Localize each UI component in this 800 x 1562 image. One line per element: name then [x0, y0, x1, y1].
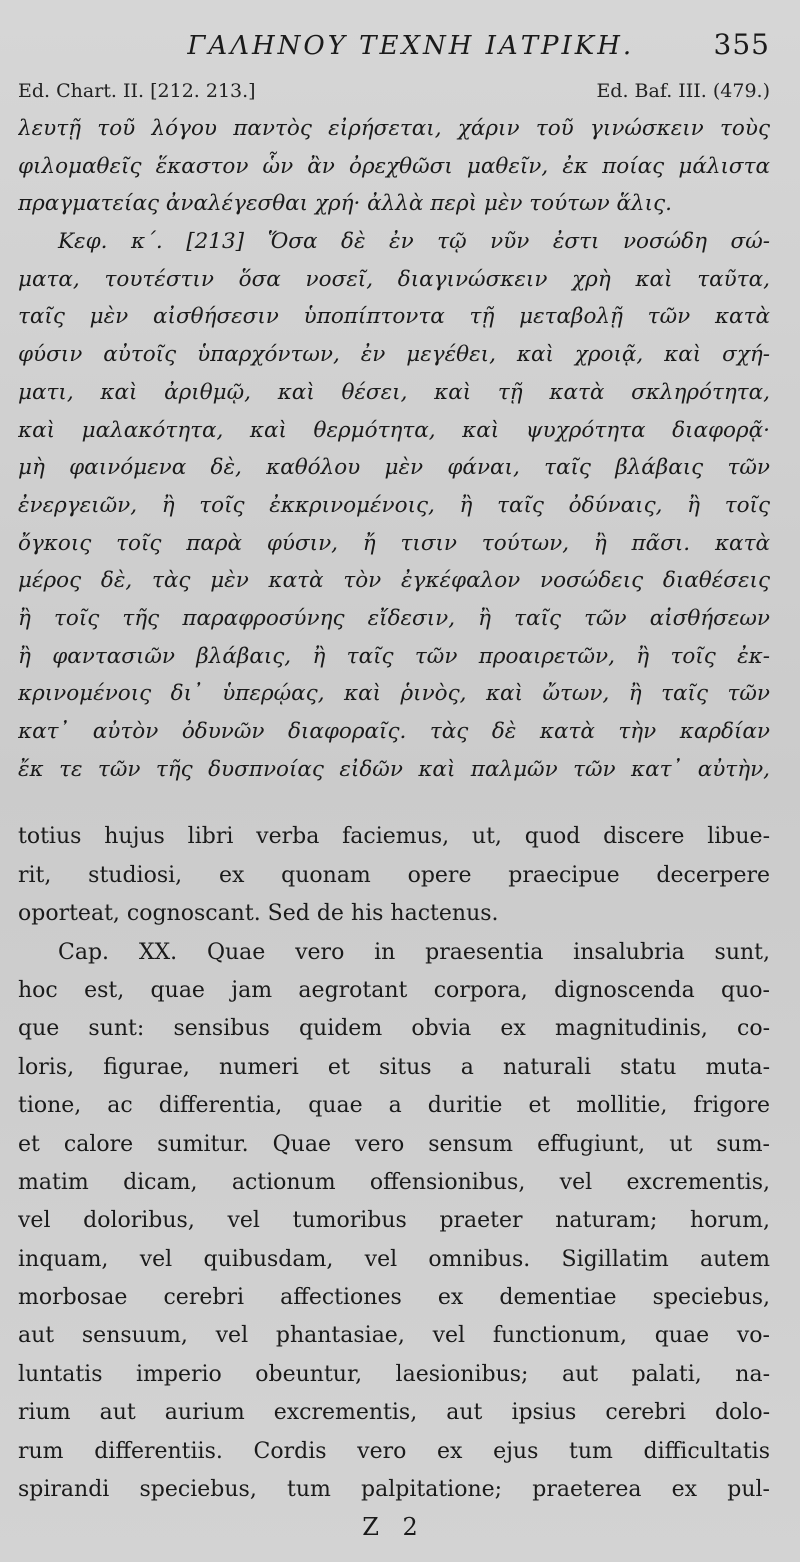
latin-line: totius hujus libri verba faciemus, ut, quod discere libue- — [18, 824, 770, 850]
greek-line: μέρος δὲ, τὰς μὲν κατὰ τὸν ἐγκέφαλον νοσώδεις διαθέσεις — [18, 568, 770, 594]
greek-line: μὴ φαινόμενα δὲ, καθόλου μὲν φάναι, ταῖς βλάβαις τῶν — [18, 455, 770, 481]
edition-references — [18, 74, 770, 108]
greek-line: λευτῇ τοῦ λόγου παντὸς εἰρήσεται, χάριν τοῦ γινώσκειν τοὺς — [18, 116, 770, 141]
latin-text-block — [18, 818, 770, 1509]
latin-line: rit, studiosi, ex quonam opere praecipue decerpere — [18, 862, 770, 888]
latin-line: oporteat, cognoscant. Sed de his hactenus. — [18, 901, 499, 927]
latin-line: Cap. XX. Quae vero in praesentia insalubria sunt, — [58, 939, 770, 965]
latin-line: luntatis imperio obeuntur, laesionibus; aut palati, na- — [18, 1361, 770, 1387]
signature-mark: Z 2 — [362, 1513, 426, 1542]
greek-line: φύσιν αὐτοῖς ὑπαρχόντων, ἐν μεγέθει, καὶ χροιᾷ, καὶ σχή- — [18, 342, 770, 368]
edition-bas-ref: Ed. Baf. III. (479.) — [596, 80, 770, 102]
page-number: 355 — [713, 28, 770, 61]
latin-line: tione, ac differentia, quae a duritie et mollitie, frigore — [18, 1093, 770, 1119]
latin-line: et calore sumitur. Quae vero sensum effugiunt, ut sum- — [18, 1131, 770, 1157]
greek-line: Κεφ. κ΄. [213] Ὅσα δὲ ἐν τῷ νῦν ἐστι νοσώδη σώ- — [58, 229, 770, 255]
greek-text-block — [18, 110, 770, 788]
greek-line: ματι, καὶ ἀριθμῷ, καὶ θέσει, καὶ τῇ κατὰ σκληρότητα, — [18, 379, 770, 405]
greek-line: φιλομαθεῖς ἕκαστον ὧν ἂν ὀρεχθῶσι μαθεῖν, ἐκ ποίας μάλιστα — [18, 153, 770, 179]
greek-line: καὶ μαλακότητα, καὶ θερμότητα, καὶ ψυχρότητα διαφορᾷ· — [18, 417, 770, 443]
latin-line: morbosae cerebri affectiones ex dementiae speciebus, — [18, 1285, 770, 1311]
greek-line: κρινομένοις δι᾽ ὑπερῴας, καὶ ῥινὸς, καὶ ὤτων, ἢ ταῖς τῶν — [18, 681, 770, 707]
running-title: ΓΑΛΗΝΟΥ ΤΕΧΝΗ ΙΑΤΡΙΚΗ. — [187, 31, 635, 61]
greek-line: ἔκ τε τῶν τῆς δυσπνοίας εἰδῶν καὶ παλμῶν τῶν κατ᾽ αὐτὴν, — [18, 756, 770, 782]
latin-line: inquam, vel quibusdam, vel omnibus. Sigillatim autem — [18, 1246, 770, 1272]
greek-line: ἢ φαντασιῶν βλάβαις, ἢ ταῖς τῶν προαιρετῶν, ἢ τοῖς ἐκ- — [18, 643, 770, 669]
latin-line: spirandi speciebus, tum palpitatione; praeterea ex pul- — [18, 1477, 770, 1503]
latin-line: loris, figurae, numeri et situs a naturali statu muta- — [18, 1054, 770, 1080]
greek-line: ματα, τουτέστιν ὅσα νοσεῖ, διαγινώσκειν χρὴ καὶ ταῦτα, — [18, 266, 770, 292]
greek-line: ὄγκοις τοῖς παρὰ φύσιν, ἤ τισιν τούτων, ἢ πᾶσι. κατὰ — [18, 530, 770, 556]
latin-line: hoc est, quae jam aegrotant corpora, dignoscenda quo- — [18, 977, 770, 1003]
latin-line: rium aut aurium excrementis, aut ipsius cerebri dolo- — [18, 1400, 770, 1426]
greek-line: ταῖς μὲν αἰσθήσεσιν ὑποπίπτοντα τῇ μεταβολῇ τῶν κατὰ — [18, 304, 770, 330]
greek-line: κατ᾽ αὐτὸν ὀδυνῶν διαφοραῖς. τὰς δὲ κατὰ τὴν καρδίαν — [18, 719, 770, 744]
greek-line: ἐνεργειῶν, ἢ τοῖς ἐκκρινομένοις, ἢ ταῖς ὀδύναις, ἢ τοῖς — [18, 492, 770, 518]
greek-line: ἢ τοῖς τῆς παραφροσύνης εἴδεσιν, ἢ ταῖς τῶν αἰσθήσεων — [18, 605, 770, 631]
latin-line: matim dicam, actionum offensionibus, vel excrementis, — [18, 1169, 770, 1195]
greek-line: πραγματείας ἀναλέγεσθαι χρή· ἀλλὰ περὶ μὲν τούτων ἅλις. — [18, 191, 672, 217]
edition-chart-ref: Ed. Chart. II. [212. 213.] — [18, 80, 256, 102]
latin-line: vel doloribus, vel tumoribus praeter naturam; horum, — [18, 1208, 770, 1234]
latin-line: rum differentiis. Cordis vero ex ejus tum difficultatis — [18, 1438, 770, 1464]
page-header — [18, 28, 770, 74]
latin-line: que sunt: sensibus quidem obvia ex magnitudinis, co- — [18, 1016, 770, 1042]
latin-line: aut sensuum, vel phantasiae, vel functionum, quae vo- — [18, 1323, 770, 1349]
